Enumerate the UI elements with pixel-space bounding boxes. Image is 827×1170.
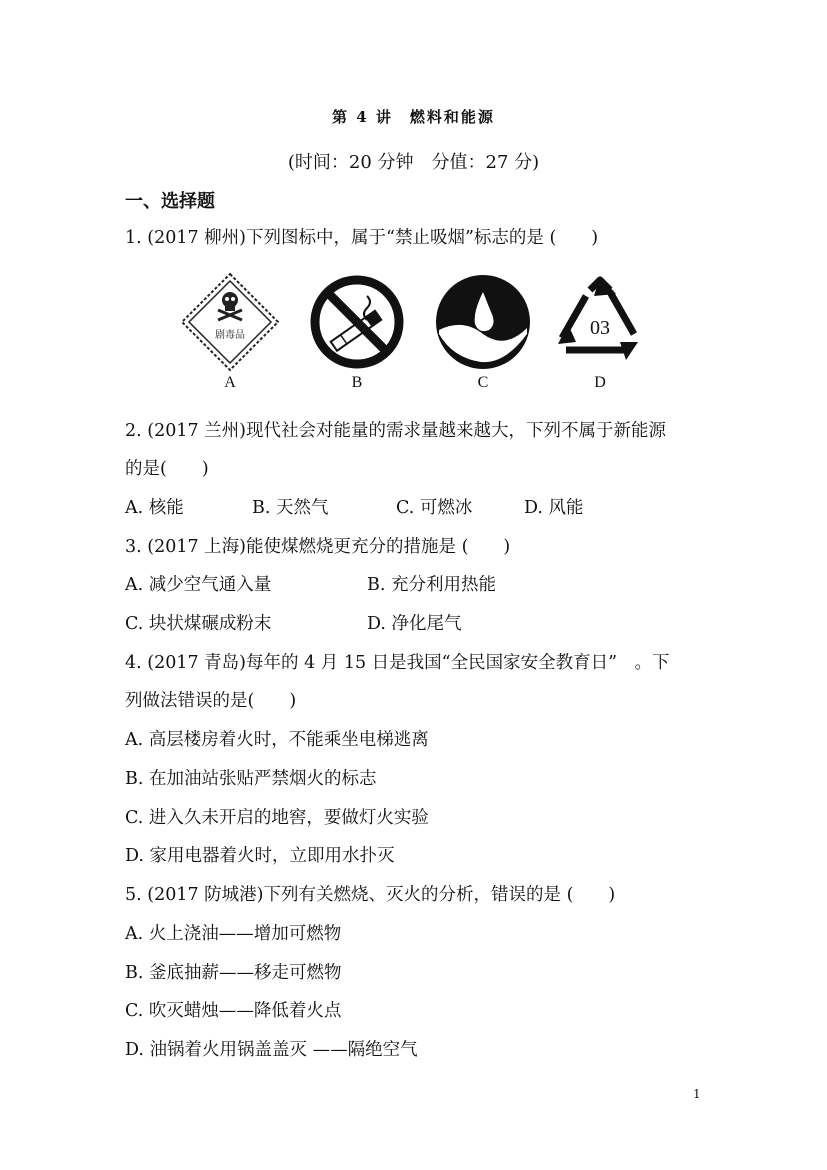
question-2-option-d: D. 风能 xyxy=(524,498,584,518)
page-title: 第 4 讲 燃料和能源 xyxy=(332,108,495,126)
question-4-option-b: B. 在加油站张贴严禁烟火的标志 xyxy=(125,769,377,789)
water-drop-icon xyxy=(433,272,533,372)
question-3-option-a: A. 减少空气通入量 xyxy=(125,575,272,595)
question-1-stem: 1. (2017 柳州)下列图标中，属于“禁止吸烟”标志的是 ( ) xyxy=(125,228,599,248)
question-3-option-b: B. 充分利用热能 xyxy=(367,575,496,595)
figure-c xyxy=(433,272,533,400)
figure-label-c: C xyxy=(477,374,489,391)
question-5-option-b: B. 釜底抽薪——移走可燃物 xyxy=(125,963,342,983)
figure-label-b: B xyxy=(351,374,363,391)
question-2-stem-line-2: 的是( ) xyxy=(125,459,209,479)
toxic-label: 剧毒品 xyxy=(215,330,245,341)
question-2-option-b: B. 天然气 xyxy=(252,498,329,518)
page-number: 1 xyxy=(693,1087,701,1101)
question-5-option-a: A. 火上浇油——增加可燃物 xyxy=(125,924,342,944)
recycle-icon xyxy=(550,272,650,372)
figure-d xyxy=(550,272,650,400)
question-4-stem-line-1: 4. (2017 青岛)每年的 4 月 15 日是我国“全民国家安全教育日” 。下 xyxy=(125,653,670,673)
question-3-stem: 3. (2017 上海)能使煤燃烧更充分的措施是 ( ) xyxy=(125,537,511,557)
page-subtitle: (时间：20 分钟 分值：27 分) xyxy=(287,152,540,173)
question-1-figures xyxy=(180,272,650,400)
question-2-option-c: C. 可燃冰 xyxy=(396,498,473,518)
figure-label-a: A xyxy=(224,374,236,391)
recycle-code: 03 xyxy=(590,317,610,339)
question-4-option-c: C. 进入久未开启的地窖，要做灯火实验 xyxy=(125,808,429,828)
question-5-option-d: D. 油锅着火用锅盖盖灭 ——隔绝空气 xyxy=(125,1040,418,1060)
question-4-option-d: D. 家用电器着火时，立即用水扑灭 xyxy=(125,846,395,866)
no-smoking-icon xyxy=(307,272,407,372)
question-3-option-d: D. 净化尾气 xyxy=(367,614,462,634)
question-5-stem: 5. (2017 防城港)下列有关燃烧、灭火的分析，错误的是 ( ) xyxy=(125,885,616,905)
figure-a xyxy=(180,272,280,400)
question-3-option-c: C. 块状煤碾成粉末 xyxy=(125,614,272,634)
question-2-stem-line-1: 2. (2017 兰州)现代社会对能量的需求量越来越大，下列不属于新能源 xyxy=(125,421,667,441)
figure-b xyxy=(307,272,407,400)
section-heading: 一、选择题 xyxy=(125,191,215,212)
question-2-option-a: A. 核能 xyxy=(125,498,184,518)
question-4-stem-line-2: 列做法错误的是( ) xyxy=(125,691,297,711)
question-5-option-c: C. 吹灭蜡烛——降低着火点 xyxy=(125,1001,342,1021)
toxic-skull-icon xyxy=(180,272,280,372)
question-4-option-a: A. 高层楼房着火时，不能乘坐电梯逃离 xyxy=(125,730,429,750)
figure-label-d: D xyxy=(594,374,606,391)
